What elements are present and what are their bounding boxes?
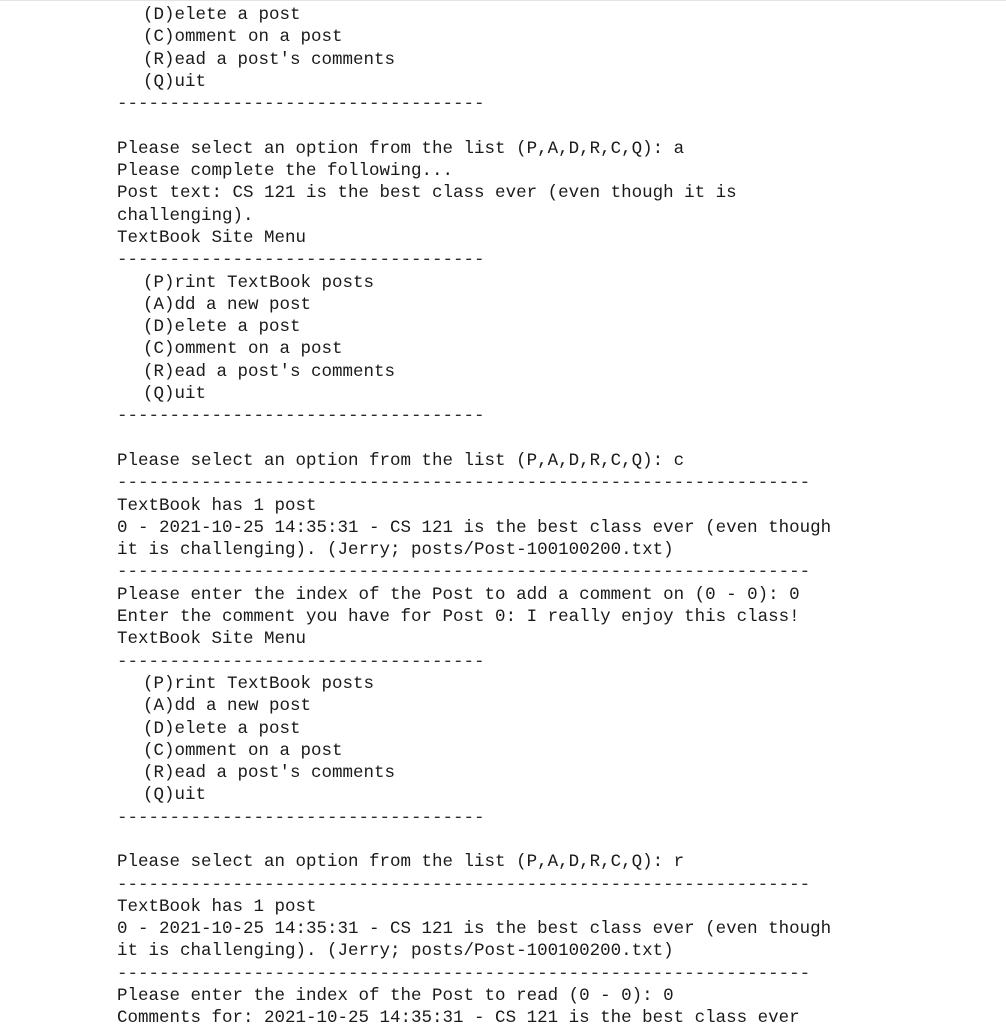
output-line: TextBook has 1 post <box>117 896 317 917</box>
menu-option-line: (Q)uit <box>143 785 207 806</box>
terminal-output <box>117 4 997 1030</box>
top-divider <box>0 0 1006 1</box>
menu-option-line: (D)elete a post <box>143 5 301 25</box>
menu-option-line: (C)omment on a post <box>143 27 343 48</box>
menu-divider: ----------------------------------- <box>117 651 485 672</box>
prompt-line: Please enter the index of the Post to read (0 - 0): 0 <box>117 986 674 1007</box>
menu-option-line: (R)ead a post's comments <box>143 763 396 784</box>
menu-option-line: (A)dd a new post <box>143 696 312 717</box>
section-divider: ------------------------------------------------------------------ <box>117 963 811 984</box>
menu-divider: ----------------------------------- <box>117 94 485 115</box>
menu-option-line: (A)dd a new post <box>143 294 312 315</box>
section-divider: ------------------------------------------------------------------ <box>117 874 811 895</box>
prompt-line: Post text: CS 121 is the best class ever (even though it is <box>117 183 737 204</box>
prompt-line: Please select an option from the list (P,A,D,R,C,Q): r <box>117 852 685 873</box>
menu-divider: ----------------------------------- <box>117 406 485 427</box>
menu-option-line: (P)rint TextBook posts <box>143 673 375 694</box>
menu-option-line: (C)omment on a post <box>143 740 343 761</box>
menu-option-line: (D)elete a post <box>143 718 301 739</box>
menu-divider: ----------------------------------- <box>117 807 485 828</box>
menu-option-line: (R)ead a post's comments <box>143 49 396 70</box>
prompt-line: Enter the comment you have for Post 0: I really enjoy this class! <box>117 607 800 628</box>
output-line: 0 - 2021-10-25 14:35:31 - CS 121 is the best class ever (even though <box>117 517 832 538</box>
blank-line <box>117 428 997 450</box>
output-line: 0 - 2021-10-25 14:35:31 - CS 121 is the best class ever (even though <box>117 919 832 940</box>
prompt-line: Please select an option from the list (P,A,D,R,C,Q): a <box>117 138 685 159</box>
output-line: it is challenging). (Jerry; posts/Post-100100200.txt) <box>117 941 674 962</box>
menu-option-line: (R)ead a post's comments <box>143 361 396 382</box>
prompt-line: Please select an option from the list (P,A,D,R,C,Q): c <box>117 450 685 471</box>
menu-option-line: (Q)uit <box>143 71 207 92</box>
menu-title: TextBook Site Menu <box>117 629 307 650</box>
blank-line <box>117 115 997 137</box>
output-line: TextBook has 1 post <box>117 495 317 516</box>
section-divider: ------------------------------------------------------------------ <box>117 562 811 583</box>
menu-option-line: (D)elete a post <box>143 317 301 338</box>
output-line: Please complete the following... <box>117 161 454 182</box>
menu-option-line: (Q)uit <box>143 384 207 405</box>
blank-line <box>117 829 997 851</box>
menu-divider: ----------------------------------- <box>117 250 485 271</box>
menu-option-line: (C)omment on a post <box>143 339 343 360</box>
output-line: it is challenging). (Jerry; posts/Post-100100200.txt) <box>117 540 674 561</box>
section-divider: ------------------------------------------------------------------ <box>117 473 811 494</box>
output-line: challenging). <box>117 205 254 226</box>
output-line: Comments for: 2021-10-25 14:35:31 - CS 121 is the best class ever <box>117 1008 800 1029</box>
menu-option-line: (P)rint TextBook posts <box>143 272 375 293</box>
prompt-line: Please enter the index of the Post to add a comment on (0 - 0): 0 <box>117 584 800 605</box>
menu-title: TextBook Site Menu <box>117 227 307 248</box>
